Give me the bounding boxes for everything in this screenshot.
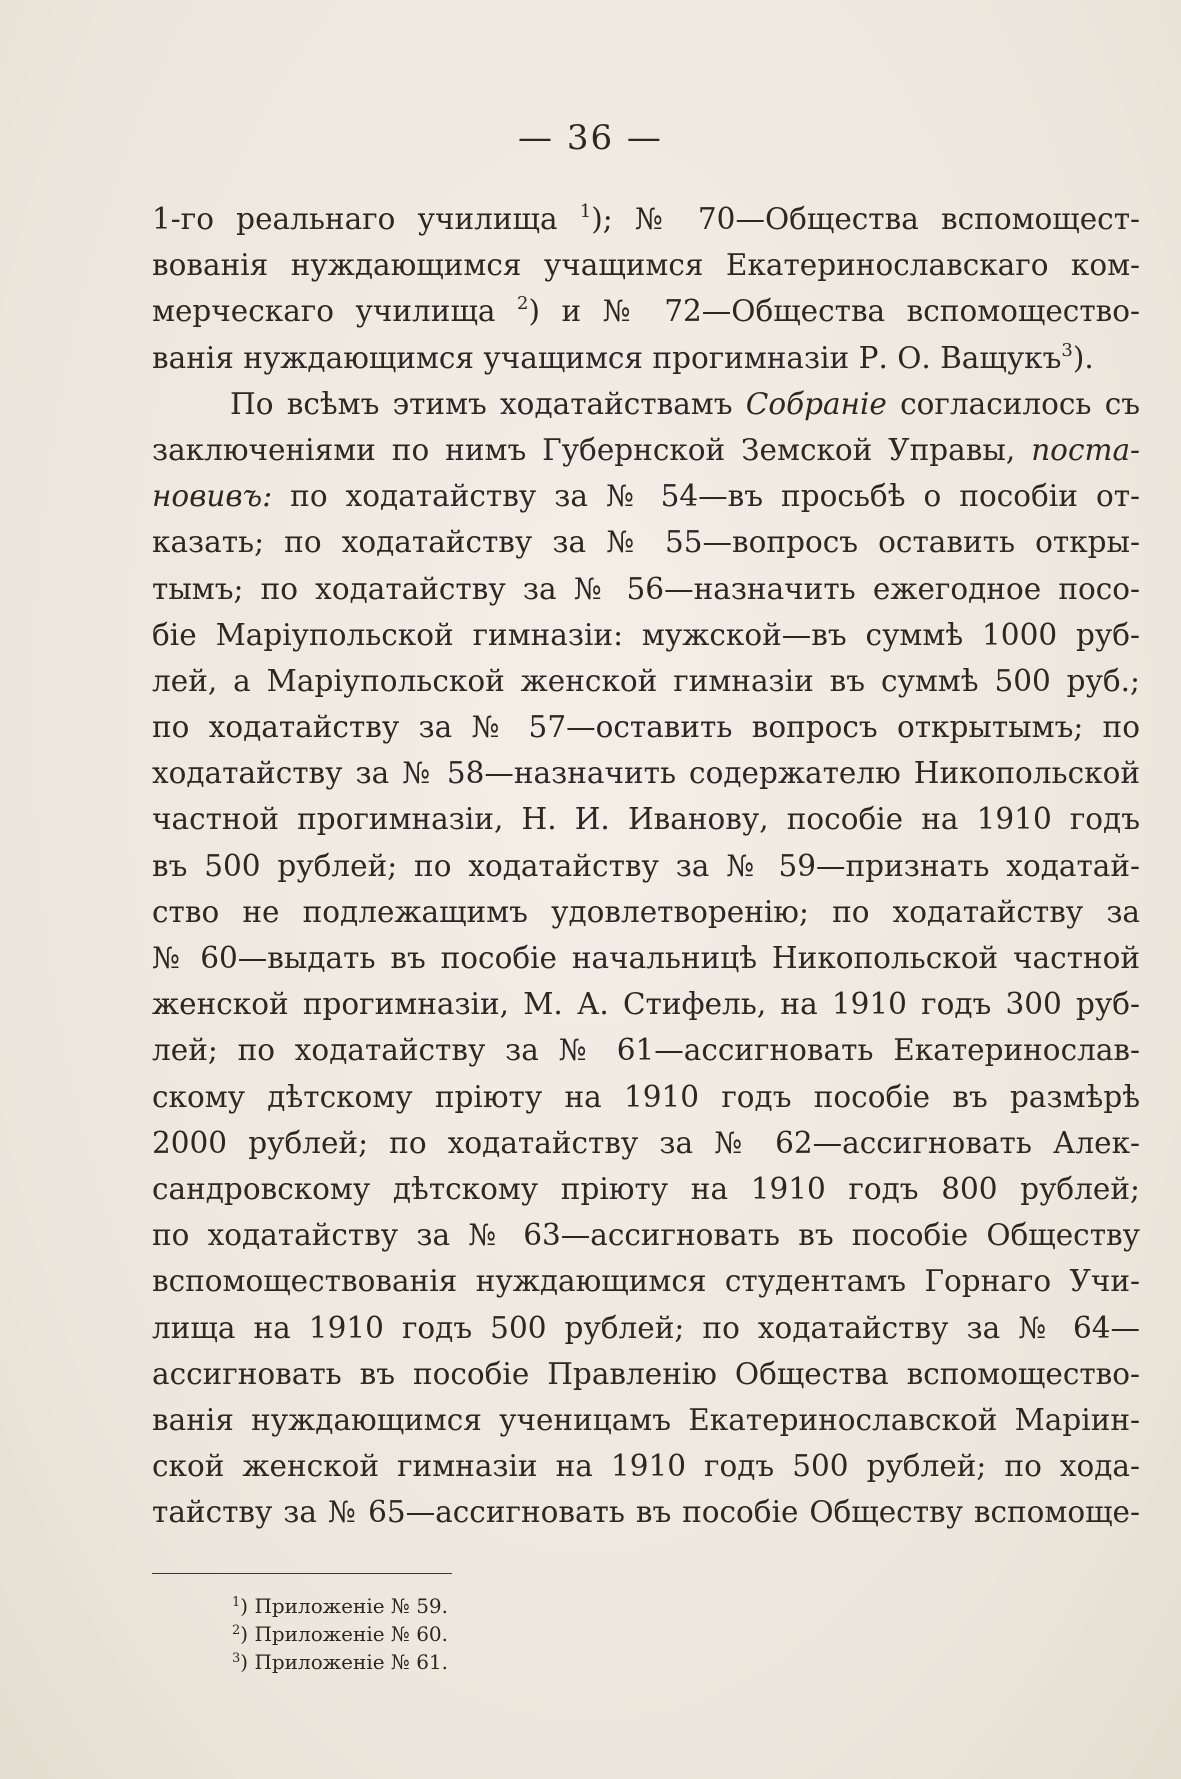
text-line: ванія нуждающимся ученицамъ Екатеринославской Маріин- [152,1402,1140,1437]
text-line: ходатайству за № 58—назначить содержателю Никопольской [152,756,1140,791]
text-line: вованія нуждающимся учащимся Екатеринославскаго ком- [152,248,1140,283]
text-line: ванія нуждающимся учащимся прогимназіи Р. О. Ващукъ$^3$). [152,339,1094,375]
text-line: новивъ: по ходатайству за № 54—въ просьбѣ о пособіи от- [152,479,1140,514]
footnote-divider [152,1573,452,1574]
emphasis: поста- [1031,432,1140,467]
footnote-item: $^2$) Приложеніе № 60. [232,1622,449,1646]
body-text [152,196,1140,1535]
text-line: лей, а Маріупольской женской гимназіи въ суммѣ 500 руб.; [152,663,1140,698]
text-line: вспомоществованія нуждающимся студентамъ Горнаго Учи- [152,1264,1140,1299]
text-line: по ходатайству за № 57—оставить вопросъ открытымъ; по [152,710,1140,745]
text-line: казать; по ходатайству за № 55—вопросъ оставить откры- [152,525,1140,560]
text-line: 1-го реальнаго училища $^1$); № 70—Общества вспомощест- [152,201,1140,236]
text-line: біе Маріупольской гимназіи: мужской—въ суммѣ 1000 руб- [152,617,1140,652]
footnote-number: 1 [232,1595,241,1610]
emphasis: новивъ: [152,479,273,514]
text-line: 2000 рублей; по ходатайству за № 62—ассигновать Алек- [152,1125,1140,1160]
text-line: женской прогимназіи, М. А. Стифель, на 1910 годъ 300 руб- [152,987,1140,1022]
page-number: — 36 — [518,118,663,158]
text-line: скому дѣтскому пріюту на 1910 годъ пособіе въ размѣрѣ [152,1079,1140,1114]
text-line: № 60—выдать въ пособіе начальницѣ Никопольской частной [152,941,1140,975]
footnote-number: 2 [232,1623,241,1638]
text-line: сандровскому дѣтскому пріюту на 1910 годъ 800 рублей; [152,1171,1140,1206]
text-line: ство не подлежащимъ удовлетворенію; по ходатайству за [152,894,1140,929]
footnote-item: $^1$) Приложеніе № 59. [232,1594,449,1618]
emphasis: Собраніе [745,386,887,421]
text-line: тымъ; по ходатайству за № 56—назначить ежегодное посо- [152,571,1140,606]
footnote-marker: 2 [517,293,529,315]
footnote-marker: 1 [579,201,592,222]
text-line: заключеніями по нимъ Губернской Земской Управы, поста- [152,432,1140,467]
footnote-item: $^3$) Приложеніе № 61. [232,1650,449,1674]
text-line: частной прогимназіи, Н. И. Иванову, пособіе на 1910 годъ [152,802,1140,837]
footnote-marker: 3 [1061,339,1073,361]
text-line: лей; по ходатайству за № 61—ассигновать Екатеринослав- [152,1033,1140,1068]
footnote-number: 3 [232,1651,241,1666]
text-line: ской женской гимназіи на 1910 годъ 500 рублей; по хода- [152,1449,1140,1484]
text-line: мерческаго училища $^2$) и № 72—Общества вспомощество- [152,293,1140,329]
text-line: ассигновать въ пособіе Правленію Общества вспомощество- [152,1356,1140,1391]
footnotes [232,1592,448,1676]
text-line: по ходатайству за № 63—ассигновать въ пособіе Обществу [152,1218,1140,1253]
text-line: По всѣмъ этимъ ходатайствамъ Собраніе согласилось съ [230,386,1140,421]
text-line: въ 500 рублей; по ходатайству за № 59—признать ходатай- [152,848,1140,883]
text-line: лища на 1910 годъ 500 рублей; по ходатайству за № 64— [152,1310,1140,1345]
text-line: тайству за № 65—ассигновать въ пособіе Обществу вспомоще- [152,1495,1140,1530]
